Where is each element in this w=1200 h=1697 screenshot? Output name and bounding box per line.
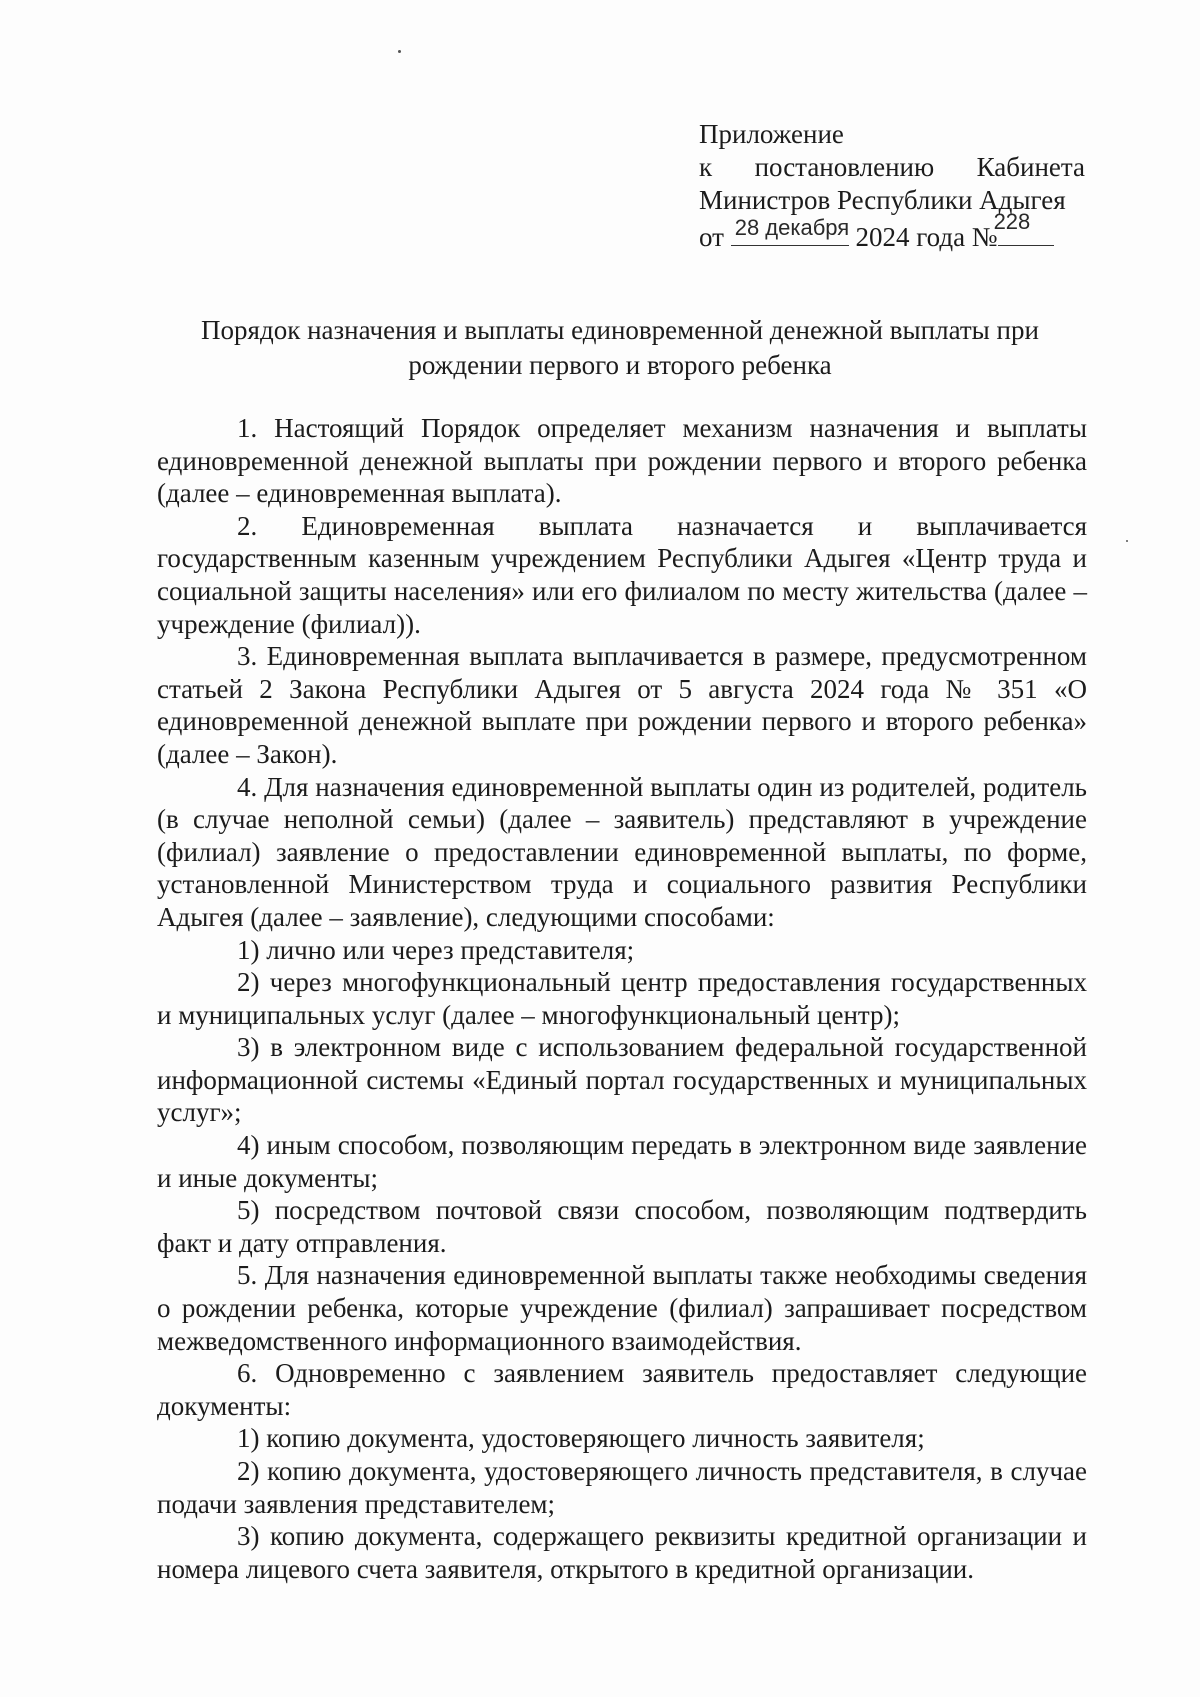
- paragraph-4-item-4: 4) иным способом, позволяющим передать в электронном виде заявление и иные документы;: [157, 1130, 1087, 1193]
- paragraph-4-item-5: 5) посредством почтовой связи способом, позволяющим подтвердить факт и дату отправления.: [157, 1195, 1087, 1258]
- scan-speck: [1126, 540, 1128, 542]
- paragraph-3: 3. Единовременная выплата выплачивается в размере, предусмотренном статьей 2 Закона Республики Адыгея от 5 августа 2024 года № 351 «О единовременной денежной выплате при рождении первого и второго ребенка» (далее – Закон).: [157, 641, 1087, 769]
- handwritten-date: 28 декабря: [734, 215, 850, 240]
- title-line-2: рождении первого и второго ребенка: [408, 350, 832, 380]
- paragraph-4: 4. Для назначения единовременной выплаты один из родителей, родитель (в случае неполной семьи) (далее – заявитель) представляют в учреждение (филиал) заявление о предоставлении единовременной выплаты, по форме, установленной Министерством труда и социального развития Республики Адыгея (далее – заявление), следующими способами:: [157, 771, 1087, 932]
- annex-reference-line: к постановлению Кабинета: [699, 152, 1085, 182]
- paragraph-5: 5. Для назначения единовременной выплаты также необходимы сведения о рождении ребенка, которые учреждение (филиал) запрашивает посредством межведомственного информационного взаимодействия.: [157, 1260, 1087, 1356]
- paragraph-6-item-1: 1) копию документа, удостоверяющего личность заявителя;: [237, 1423, 925, 1454]
- paragraph-1: 1. Настоящий Порядок определяет механизм назначения и выплаты единовременной денежной выплаты при рождении первого и второго ребенка (далее – единовременная выплата).: [157, 413, 1087, 509]
- annex-block: [699, 118, 1085, 254]
- number-blank: [993, 209, 1054, 246]
- paragraph-6-item-3: 3) копию документа, содержащего реквизиты кредитной организации и номера лицевого счета заявителя, открытого в кредитной организации.: [157, 1521, 1087, 1584]
- annex-date-line: от 28 декабря 2024 года № 228: [699, 217, 1085, 254]
- annex-title: Приложение: [699, 119, 844, 149]
- paragraph-6: 6. Одновременно с заявлением заявитель предоставляет следующие документы:: [157, 1358, 1087, 1421]
- paragraph-2: 2. Единовременная выплата назначается и выплачивается государственным казенным учреждением Республики Адыгея «Центр труда и социальной защиты населения» или его филиалом по месту жительства (далее – учреждение (филиал)).: [157, 510, 1087, 639]
- annex-ministers-line: Министров Республики Адыгея: [699, 185, 1066, 215]
- handwritten-number: 228: [993, 209, 1031, 234]
- paragraph-6-item-2: 2) копию документа, удостоверяющего личность представителя, в случае подачи заявления представителем;: [157, 1456, 1087, 1519]
- paragraph-4-item-3: 3) в электронном виде с использованием федеральной государственной информационной системы «Единый портал государственных и муниципальных услуг»;: [157, 1032, 1087, 1128]
- date-blank: [731, 217, 849, 246]
- document-body: [157, 412, 1087, 1585]
- paragraph-4-item-1: 1) лично или через представителя;: [237, 934, 635, 965]
- document-title: [160, 313, 1080, 383]
- title-line-1: Порядок назначения и выплаты единовременной денежной выплаты при: [201, 315, 1039, 345]
- scan-speck: [398, 50, 401, 53]
- paragraph-4-item-2: 2) через многофункциональный центр предоставления государственных и муниципальных услуг (далее – многофункциональный центр);: [157, 967, 1087, 1030]
